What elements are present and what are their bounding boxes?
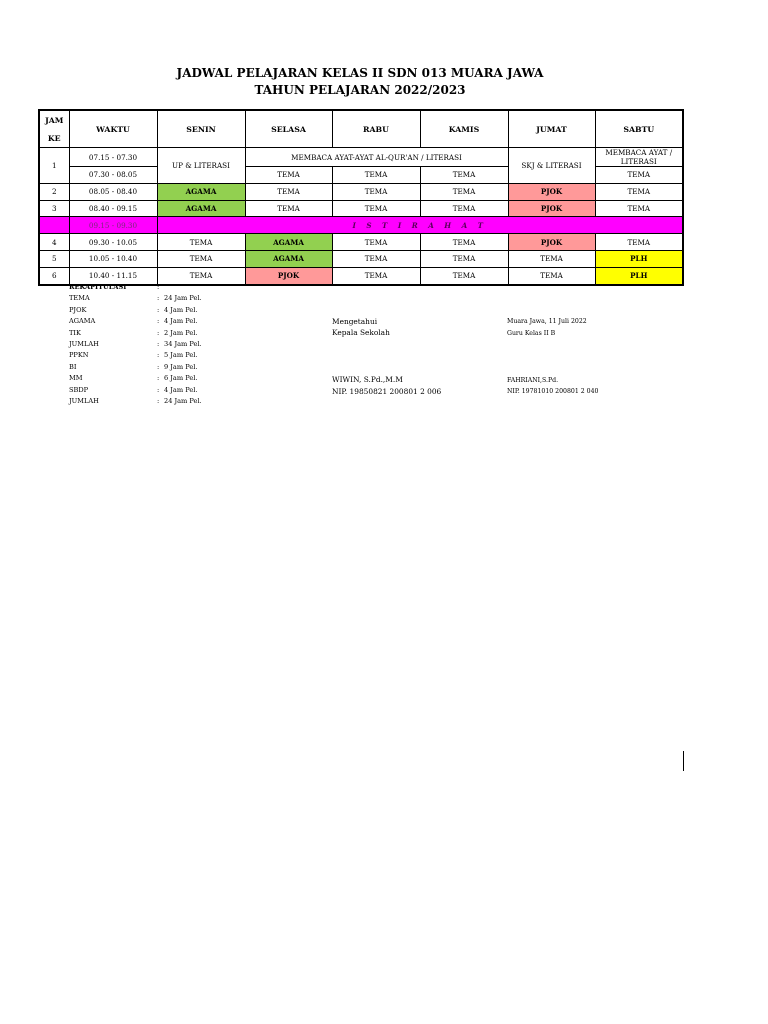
selasa-cell: TEMA xyxy=(245,183,332,200)
break-time-cell: 09.15 - 09.30 xyxy=(69,217,157,234)
right-signature-name: FAHRIANI,S.Pd. xyxy=(507,377,559,384)
right-signature-line1: Muara Jawa, 11 Juli 2022 xyxy=(507,318,587,325)
rekap-label: PJOK xyxy=(69,305,87,314)
break-label: I S T I R A H A T xyxy=(157,217,683,234)
selasa-cell: TEMA xyxy=(245,200,332,217)
rekap-label: TIK xyxy=(69,328,81,337)
rekap-value: 4 Jam Pel. xyxy=(164,385,198,394)
rabu-cell: TEMA xyxy=(332,200,420,217)
left-signature-line2: Kepala Sekolah xyxy=(332,328,390,337)
table-row xyxy=(39,234,683,251)
rekap-label: BI xyxy=(69,362,77,371)
rekap-value: 24 Jam Pel. xyxy=(164,396,202,405)
jumat-cell: PJOK xyxy=(508,200,595,217)
rekap-value: 4 Jam Pel. xyxy=(164,317,198,326)
right-signature-line2: Guru Kelas II B xyxy=(507,330,556,337)
selasa-cell: AGAMA xyxy=(245,250,332,267)
left-signature-nip: NIP. 19850821 200801 2 006 xyxy=(332,387,442,396)
kamis-cell: TEMA xyxy=(420,250,508,267)
jam-cell: 1 xyxy=(39,148,69,184)
rekap-colon: : xyxy=(157,339,160,348)
rekap-label: MM xyxy=(69,374,83,383)
senin-cell: UP & LITERASI xyxy=(157,148,245,184)
document-subtitle: TAHUN PELAJARAN 2022/2023 xyxy=(254,83,466,97)
waktu-cell: 08.40 - 09.15 xyxy=(69,200,157,217)
rekap-colon: : xyxy=(157,294,160,303)
senin-cell: TEMA xyxy=(157,234,245,251)
rabu-cell: TEMA xyxy=(332,267,420,284)
table-row xyxy=(39,183,683,200)
jam-cell: 5 xyxy=(39,250,69,267)
table-row xyxy=(39,267,683,284)
header-senin: SENIN xyxy=(157,110,245,148)
sabtu-cell: TEMA xyxy=(595,183,683,200)
header-jumat: JUMAT xyxy=(508,110,595,148)
rekap-label: JUMLAH xyxy=(69,339,99,348)
jumat-cell: TEMA xyxy=(508,250,595,267)
schedule-table xyxy=(38,109,684,286)
waktu-cell: 07.15 - 07.30 xyxy=(69,148,157,167)
rekap-label: AGAMA xyxy=(69,317,96,326)
rekap-value: 24 Jam Pel. xyxy=(164,294,202,303)
selasa-cell: PJOK xyxy=(245,267,332,284)
sabtu-cell: PLH xyxy=(595,267,683,284)
right-signature-nip: NIP. 19781010 200801 2 040 xyxy=(507,388,599,395)
senin-cell: AGAMA xyxy=(157,200,245,217)
rekap-label: TEMA xyxy=(69,294,90,303)
rekap-colon: : xyxy=(157,396,160,405)
rabu-cell: TEMA xyxy=(332,183,420,200)
senin-cell: TEMA xyxy=(157,250,245,267)
table-header-row xyxy=(39,110,683,148)
jumat-cell: PJOK xyxy=(508,234,595,251)
rekap-value: 5 Jam Pel. xyxy=(164,351,198,360)
left-signature-name: WIWIN, S.Pd.,M.M xyxy=(332,375,403,384)
header-sabtu: SABTU xyxy=(595,110,683,148)
sabtu-cell: TEMA xyxy=(595,200,683,217)
rabu-cell: TEMA xyxy=(332,234,420,251)
rekap-value: 4 Jam Pel. xyxy=(164,305,198,314)
rekap-colon: : xyxy=(157,374,160,383)
header-jam-ke: JAM KE xyxy=(39,110,69,148)
senin-cell: TEMA xyxy=(157,267,245,284)
rekap-colon: : xyxy=(157,362,160,371)
kamis-cell: TEMA xyxy=(420,234,508,251)
jam-cell xyxy=(39,217,69,234)
rekap-value: 2 Jam Pel. xyxy=(164,328,198,337)
break-row xyxy=(39,217,683,234)
rekap-title: REKAPITULASI xyxy=(69,283,127,291)
header-selasa: SELASA xyxy=(245,110,332,148)
sabtu-cell: TEMA xyxy=(595,167,683,184)
document-title: JADWAL PELAJARAN KELAS II SDN 013 MUARA JAWA xyxy=(176,66,544,80)
kamis-cell: TEMA xyxy=(420,200,508,217)
selasa-cell: TEMA xyxy=(245,167,332,184)
senin-cell: AGAMA xyxy=(157,183,245,200)
jam-cell: 3 xyxy=(39,200,69,217)
rekap-label: SBDP xyxy=(69,385,89,394)
membaca-cell: MEMBACA AYAT-AYAT AL-QUR'AN / LITERASI xyxy=(245,148,508,167)
selasa-cell: AGAMA xyxy=(245,234,332,251)
jumat-cell: TEMA xyxy=(508,267,595,284)
waktu-cell: 09.30 - 10.05 xyxy=(69,234,157,251)
waktu-cell: 08.05 - 08.40 xyxy=(69,183,157,200)
rekap-value: 34 Jam Pel. xyxy=(164,339,202,348)
rekap-colon: : xyxy=(157,283,160,291)
rekap-label: JUMLAH xyxy=(69,396,99,405)
header-waktu: WAKTU xyxy=(69,110,157,148)
header-kamis: KAMIS xyxy=(420,110,508,148)
rekap-colon: : xyxy=(157,328,160,337)
rabu-cell: TEMA xyxy=(332,167,420,184)
waktu-cell: 10.05 - 10.40 xyxy=(69,250,157,267)
rabu-cell: TEMA xyxy=(332,250,420,267)
rekap-value: 6 Jam Pel. xyxy=(164,374,198,383)
table-row xyxy=(39,148,683,167)
kamis-cell: TEMA xyxy=(420,167,508,184)
kamis-cell: TEMA xyxy=(420,183,508,200)
text-cursor xyxy=(683,751,684,771)
rekap-colon: : xyxy=(157,351,160,360)
rekap-colon: : xyxy=(157,385,160,394)
waktu-cell: 10.40 - 11.15 xyxy=(69,267,157,284)
rekap-colon: : xyxy=(157,317,160,326)
sabtu-cell: PLH xyxy=(595,250,683,267)
rekap-colon: : xyxy=(157,305,160,314)
left-signature-line1: Mengetahui xyxy=(332,317,378,326)
table-row xyxy=(39,200,683,217)
waktu-cell: 07.30 - 08.05 xyxy=(69,167,157,184)
kamis-cell: TEMA xyxy=(420,267,508,284)
rekap-label: PPKN xyxy=(69,351,89,360)
jam-cell: 6 xyxy=(39,267,69,284)
table-row xyxy=(39,250,683,267)
jam-cell: 2 xyxy=(39,183,69,200)
sabtu-cell: MEMBACA AYAT / LITERASI xyxy=(595,148,683,167)
rekap-value: 9 Jam Pel. xyxy=(164,362,198,371)
jumat-cell: PJOK xyxy=(508,183,595,200)
jumat-cell: SKJ & LITERASI xyxy=(508,148,595,184)
sabtu-cell: TEMA xyxy=(595,234,683,251)
jam-cell: 4 xyxy=(39,234,69,251)
header-rabu: RABU xyxy=(332,110,420,148)
